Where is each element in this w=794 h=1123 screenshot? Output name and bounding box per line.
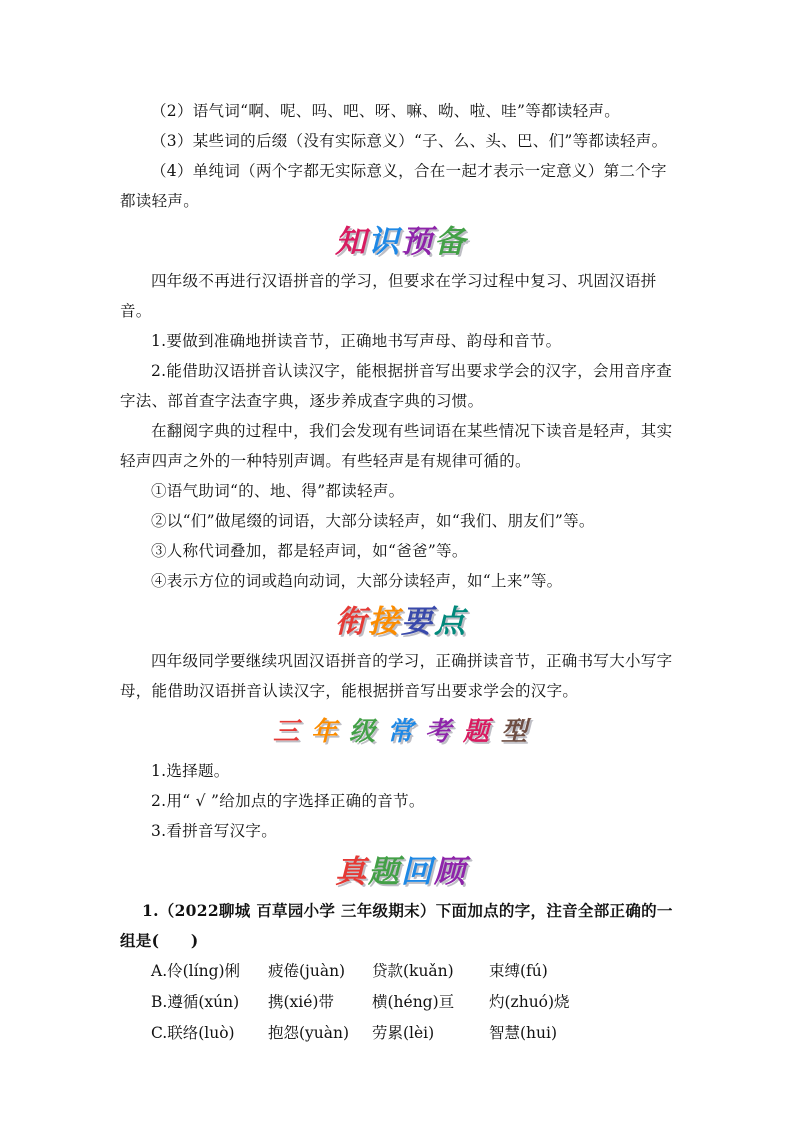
intro-paragraph-3: （3）某些词的后缀（没有实际意义）“子、么、头、巴、们”等都读轻声。 bbox=[151, 132, 668, 150]
heading-char: 点 bbox=[434, 604, 465, 640]
question-stem: 1.（2022聊城 百草园小学 三年级期末）下面加点的字，注音全部正确的一组是( ) bbox=[120, 901, 673, 950]
heading-char: 顾 bbox=[434, 854, 465, 890]
option-a-word-4: 束缚(fú) bbox=[489, 962, 548, 980]
heading-char: 型 bbox=[501, 717, 528, 747]
heading-char: 预 bbox=[401, 224, 432, 260]
option-row-c bbox=[120, 1018, 680, 1049]
qingsheng-rule-4: ④表示方位的词或趋向动词，大部分读轻声，如“上来”等。 bbox=[151, 572, 563, 590]
intro-paragraph-2: （2）语气词“啊、呢、吗、吧、呀、嘛、呦、啦、哇”等都读轻声。 bbox=[151, 102, 621, 120]
heading-sannianji-changkao-tixing bbox=[120, 710, 680, 754]
option-a-word-3: 贷款(kuǎn) bbox=[372, 962, 454, 980]
zhishi-item-1: 1.要做到准确地拼读音节，正确地书写声母、韵母和音节。 bbox=[151, 332, 562, 350]
heading-char: 考 bbox=[425, 717, 452, 747]
option-row-a bbox=[120, 956, 680, 987]
heading-char: 知 bbox=[335, 224, 366, 260]
zhishi-item-2: 2.能借助汉语拼音认读汉字，能根据拼音写出要求学会的汉字，会用音序查字法、部首查字法查字典，逐步养成查字典的习惯。 bbox=[120, 362, 672, 410]
option-c-word-2: 抱怨(yuàn) bbox=[268, 1024, 350, 1042]
option-c-word-4: 智慧(hui) bbox=[489, 1024, 558, 1042]
option-b-word-3: 横(héng)亘 bbox=[372, 993, 455, 1011]
heading-char: 三 bbox=[272, 717, 299, 747]
heading-char: 要 bbox=[401, 604, 432, 640]
content-column bbox=[120, 96, 680, 1049]
heading-char: 题 bbox=[463, 717, 490, 747]
option-c-word-1: C.联络(luò) bbox=[151, 1024, 235, 1042]
question-type-2: 2.用“ √ ”给加点的字选择正确的音节。 bbox=[151, 792, 425, 810]
heading-char: 常 bbox=[386, 717, 413, 747]
heading-zhenti-huigu bbox=[120, 850, 680, 894]
option-row-b bbox=[120, 987, 680, 1018]
option-b-word-1: B.遵循(xún) bbox=[151, 993, 240, 1011]
qingsheng-rule-2: ②以“们”做尾缀的词语，大部分读轻声，如“我们、朋友们”等。 bbox=[151, 512, 595, 530]
heading-char: 识 bbox=[368, 224, 399, 260]
heading-char: 回 bbox=[401, 854, 432, 890]
heading-xianjie-yaodian bbox=[120, 600, 680, 644]
qingsheng-rule-3: ③人称代词叠加，都是轻声词，如“爸爸”等。 bbox=[151, 542, 468, 560]
heading-char: 真 bbox=[335, 854, 366, 890]
intro-paragraph-4: （4）单纯词（两个字都无实际意义，合在一起才表示一定意义）第二个字都读轻声。 bbox=[120, 162, 667, 210]
option-c-word-3: 劳累(lèi) bbox=[372, 1024, 435, 1042]
zhishi-paragraph: 四年级不再进行汉语拼音的学习，但要求在学习过程中复习、巩固汉语拼音。 bbox=[120, 272, 657, 320]
heading-char: 接 bbox=[368, 604, 399, 640]
heading-char: 年 bbox=[310, 717, 337, 747]
zhishi-paragraph-qingsheng: 在翻阅字典的过程中，我们会发现有些词语在某些情况下读音是轻声，其实轻声四声之外的一种特别声调。有些轻声是有规律可循的。 bbox=[120, 422, 673, 470]
heading-zhishi-yubei bbox=[120, 220, 680, 264]
heading-char: 备 bbox=[434, 224, 465, 260]
question-type-3: 3.看拼音写汉字。 bbox=[151, 822, 277, 840]
qingsheng-rule-1: ①语气助词“的、地、得”都读轻声。 bbox=[151, 482, 405, 500]
option-a-word-1: A.伶(líng)俐 bbox=[151, 962, 241, 980]
heading-char: 题 bbox=[368, 854, 399, 890]
option-b-word-2: 携(xié)带 bbox=[268, 993, 334, 1011]
heading-char: 级 bbox=[348, 717, 375, 747]
heading-char: 衔 bbox=[335, 604, 366, 640]
question-type-1: 1.选择题。 bbox=[151, 762, 230, 780]
option-a-word-2: 疲倦(juàn) bbox=[268, 962, 346, 980]
option-b-word-4: 灼(zhuó)烧 bbox=[489, 993, 570, 1011]
xianjie-paragraph: 四年级同学要继续巩固汉语拼音的学习，正确拼读音节，正确书写大小写字母，能借助汉语拼音认读汉字，能根据拼音写出要求学会的汉字。 bbox=[120, 652, 673, 700]
